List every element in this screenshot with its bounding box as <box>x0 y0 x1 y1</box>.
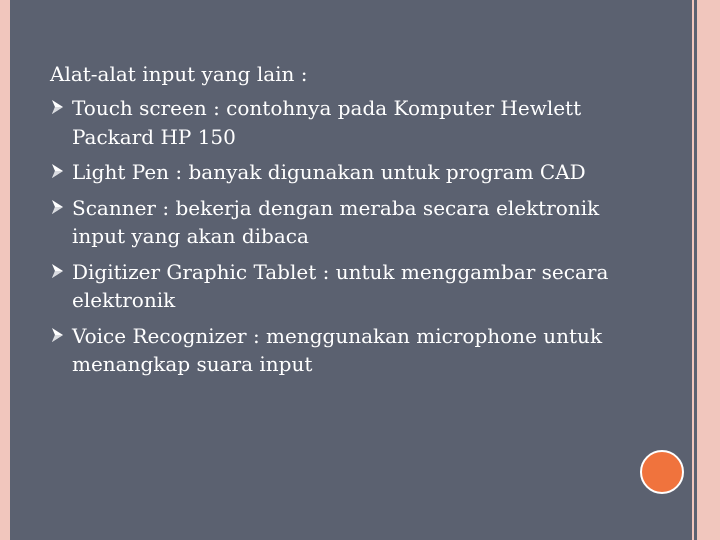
bullet-text: Touch screen : contohnya pada Komputer Hewlett Packard HP 150 <box>72 96 582 149</box>
list-item <box>50 258 610 315</box>
right-border-line-inner <box>694 0 697 540</box>
slide-heading: Alat-alat input yang lain : <box>50 62 308 86</box>
list-item <box>50 94 610 151</box>
right-border-line <box>690 0 692 540</box>
bullet-text: Light Pen : banyak digunakan untuk program CAD <box>72 160 586 184</box>
arrowhead-bullet-icon <box>51 199 64 215</box>
list-item <box>50 194 610 251</box>
bullet-text: Digitizer Graphic Tablet : untuk menggambar secara elektronik <box>72 259 609 312</box>
arrowhead-bullet-icon <box>51 163 64 179</box>
arrowhead-bullet-icon <box>51 99 64 115</box>
accent-circle <box>640 450 684 494</box>
bullet-list <box>50 94 610 379</box>
arrowhead-bullet-icon <box>51 263 64 279</box>
bullet-text: Scanner : bekerja dengan meraba secara elektronik input yang akan dibaca <box>72 195 600 248</box>
list-item <box>50 158 610 187</box>
list-item <box>50 322 610 379</box>
bullet-text: Voice Recognizer : menggunakan microphone untuk menangkap suara input <box>72 323 603 376</box>
arrowhead-bullet-icon <box>51 327 64 343</box>
